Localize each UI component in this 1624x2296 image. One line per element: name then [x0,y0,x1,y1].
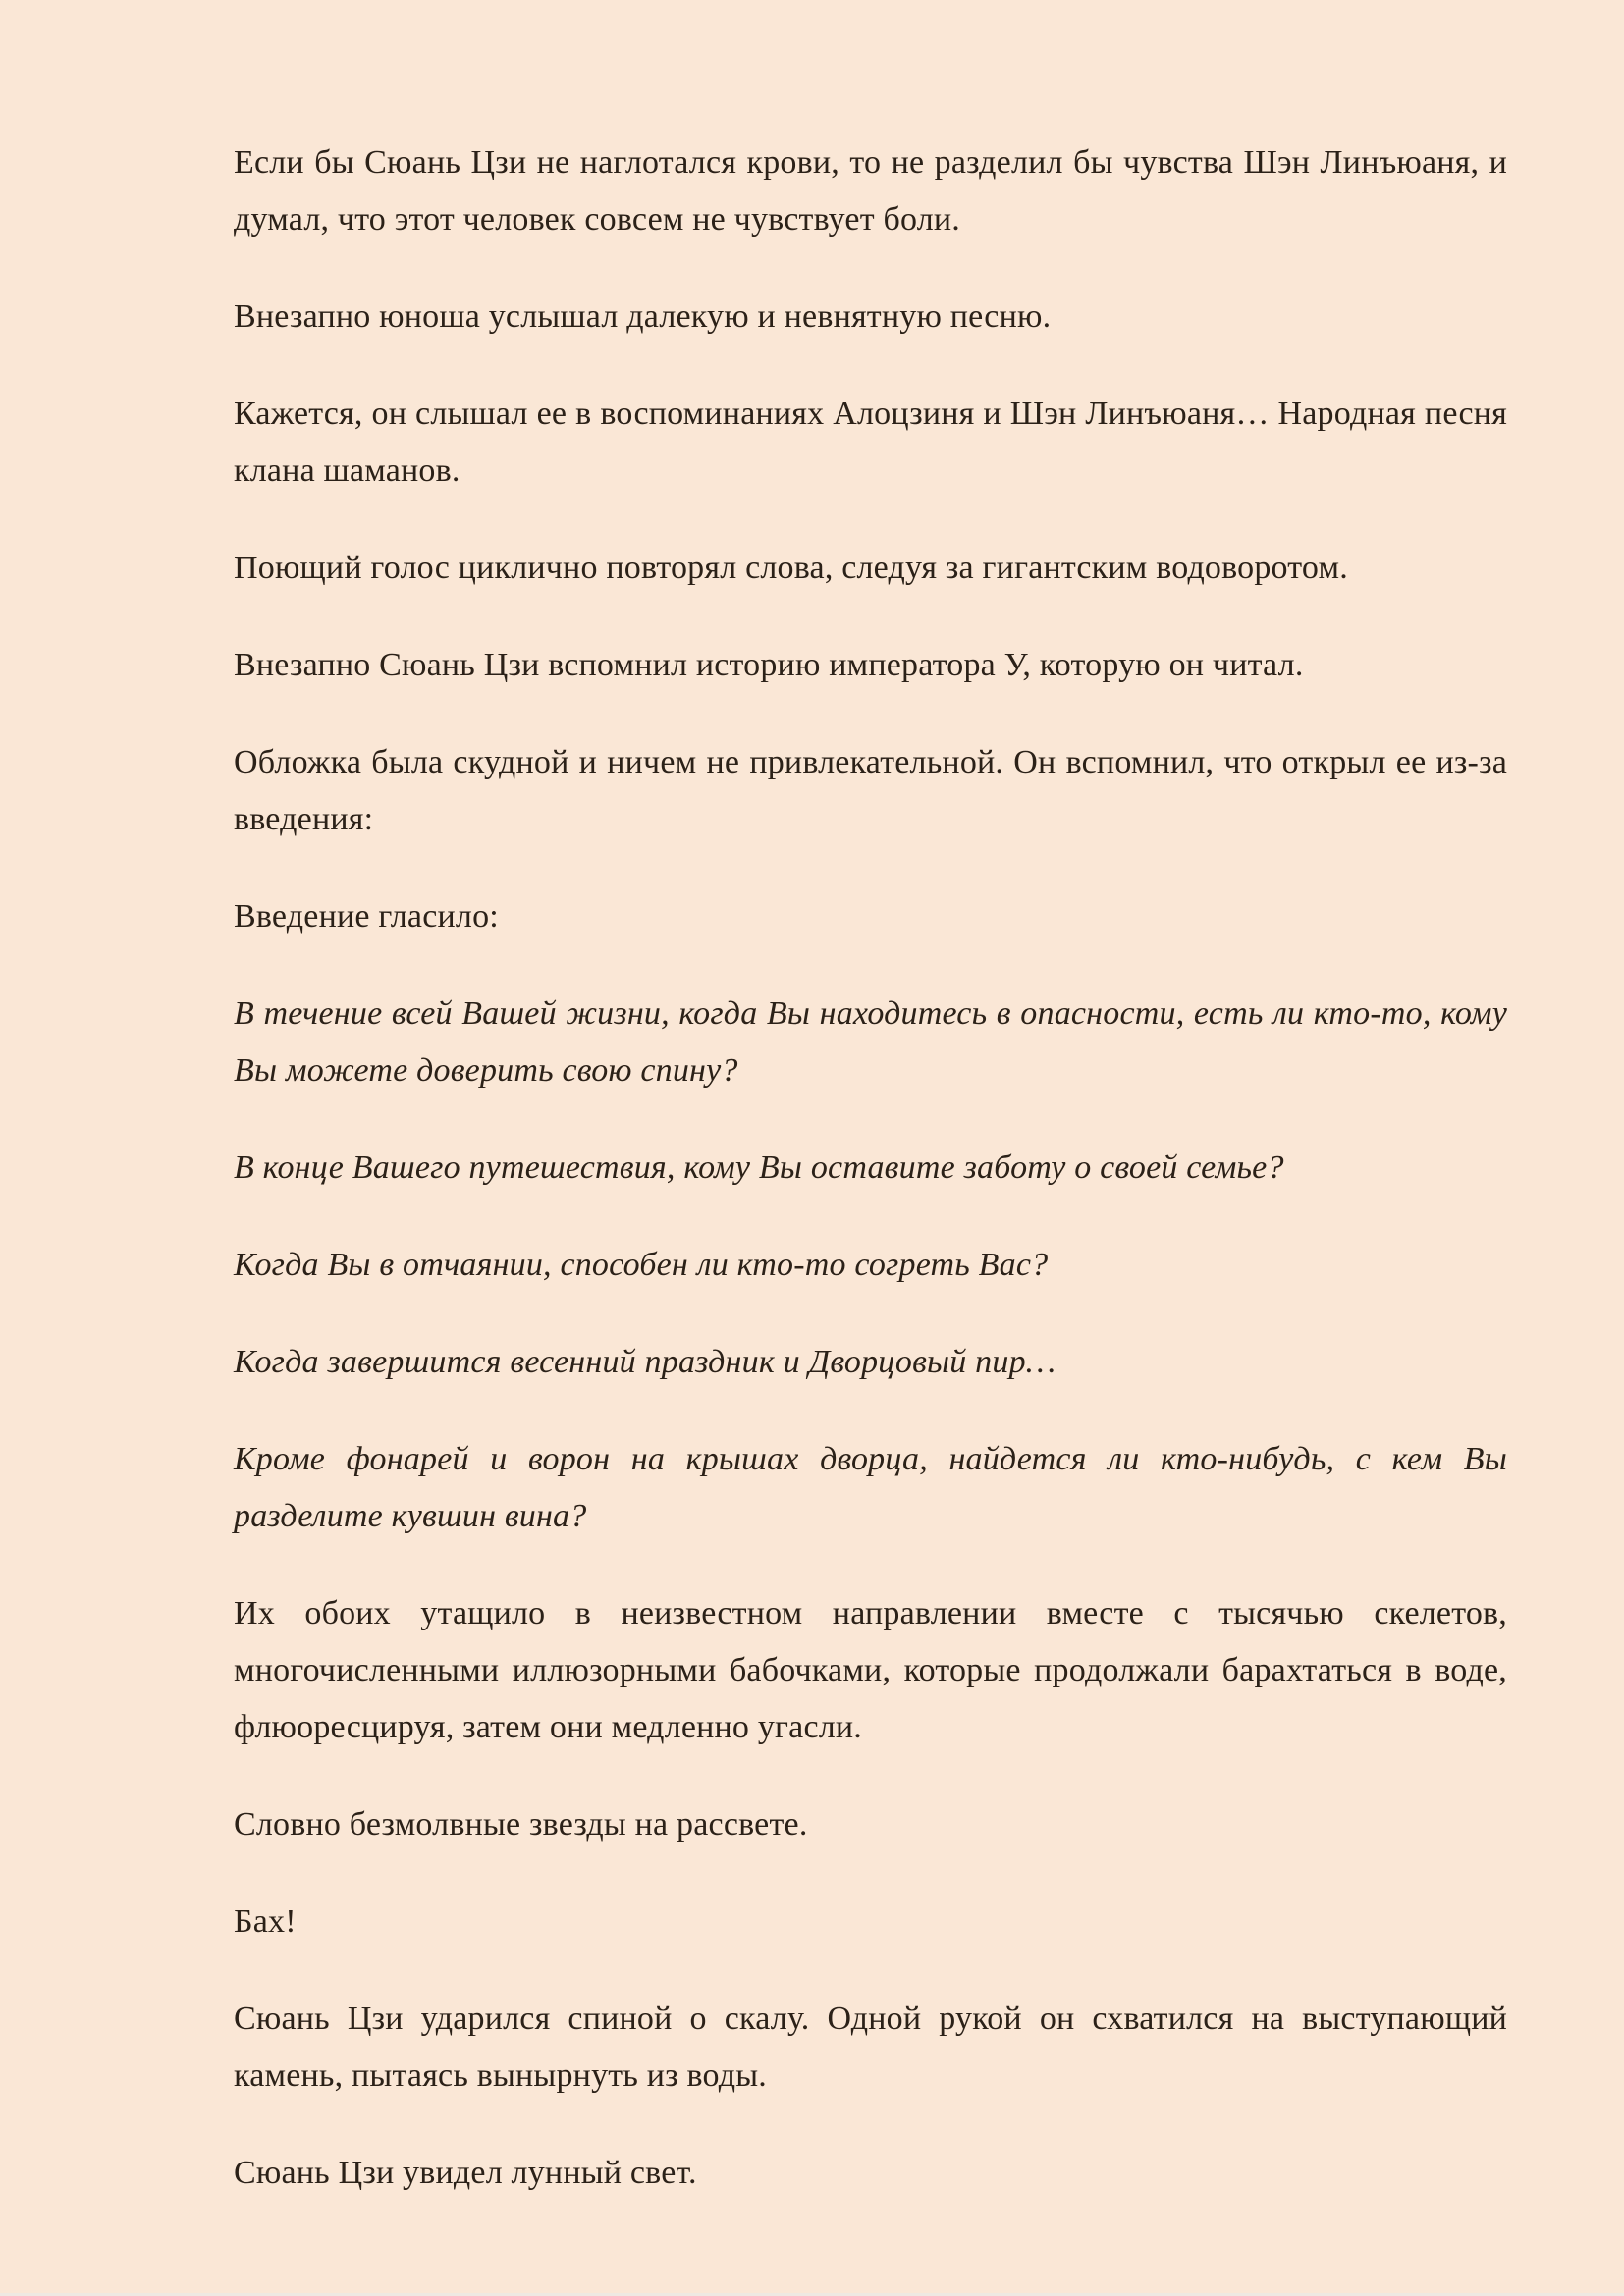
book-paragraph: Кажется, он слышал ее в воспоминаниях Алоцзиня и Шэн Линъюаня… Народная песня клана шаманов. [234,396,1507,489]
book-paragraph: Когда Вы в отчаянии, способен ли кто-то согреть Вас? [234,1247,1049,1283]
book-paragraph: Поющий голос циклично повторял слова, следуя за гигантским водоворотом. [234,550,1348,586]
book-text-column [234,134,1507,2202]
book-paragraph: Внезапно Сюань Цзи вспомнил историю императора У, которую он читал. [234,647,1304,683]
book-paragraph: Обложка была скудной и ничем не привлекательной. Он вспомнил, что открыл ее из-за введения: [234,744,1507,837]
book-paragraph: Кроме фонарей и ворон на крышах дворца, найдется ли кто-нибудь, с кем Вы разделите кувшин вина? [234,1441,1507,1534]
book-paragraph: Бах! [234,1903,297,1940]
book-paragraph: В конце Вашего путешествия, кому Вы оставите заботу о своей семье? [234,1149,1284,1186]
book-paragraph: Словно безмолвные звезды на рассвете. [234,1806,808,1842]
book-paragraph: Когда завершится весенний праздник и Дворцовый пир… [234,1344,1056,1380]
book-paragraph: Если бы Сюань Цзи не наглотался крови, то не разделил бы чувства Шэн Линъюаня, и думал, что этот человек совсем не чувствует боли. [234,144,1507,238]
book-paragraph: Их обоих утащило в неизвестном направлении вместе с тысячью скелетов, многочисленными иллюзорными бабочками, которые продолжали барахтаться в воде, флюоресцируя, затем они медленно угасли. [234,1595,1507,1745]
book-paragraph: Сюань Цзи увидел лунный свет. [234,2155,697,2191]
book-paragraph: Внезапно юноша услышал далекую и невнятную песню. [234,298,1052,335]
book-paragraph: Введение гласило: [234,898,499,934]
book-paragraph: В течение всей Вашей жизни, когда Вы находитесь в опасности, есть ли кто-то, кому Вы можете доверить свою спину? [234,995,1507,1089]
book-paragraph: Сюань Цзи ударился спиной о скалу. Одной рукой он схватился на выступающий камень, пытаясь вынырнуть из воды. [234,2001,1507,2094]
